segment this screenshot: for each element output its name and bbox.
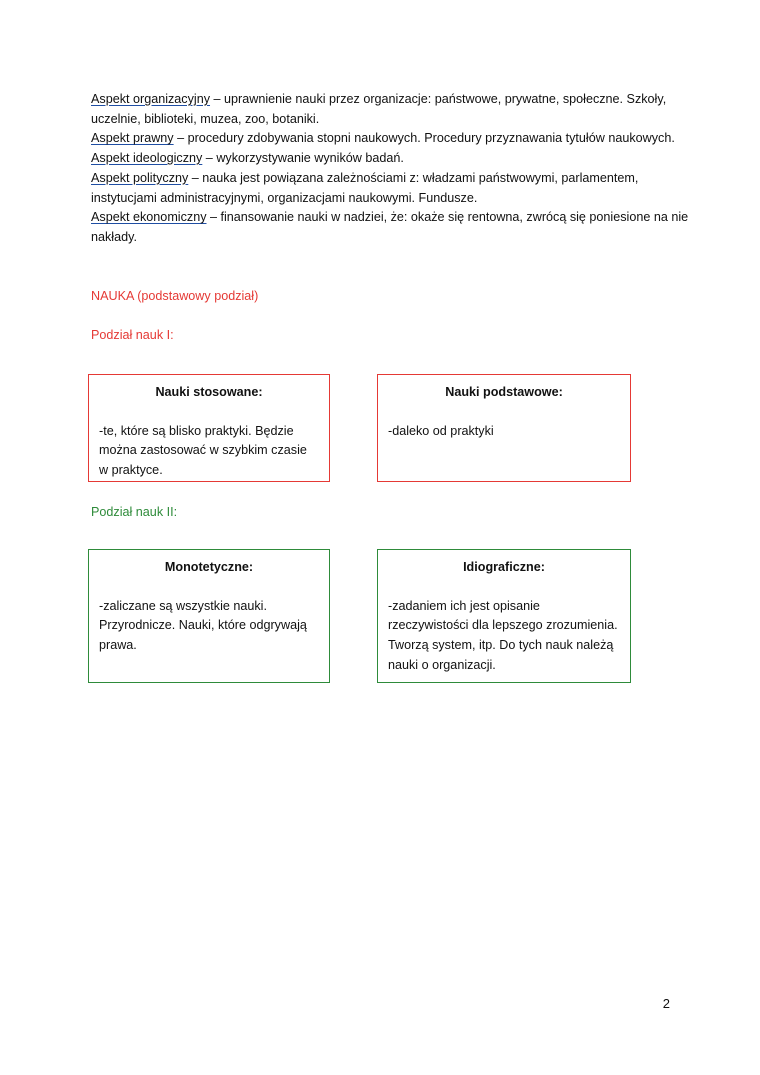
- aspect-economic: [91, 208, 691, 247]
- division-2-heading: Podział nauk II:: [91, 505, 178, 519]
- box-body: -te, które są blisko praktyki. Będzie można zastosować w szybkim czasie w praktyce.: [99, 423, 307, 478]
- aspects-list: [91, 90, 691, 248]
- box-title: Monotetyczne:: [164, 560, 254, 574]
- aspect-term: Aspekt polityczny: [91, 170, 189, 185]
- aspect-text: – finansowanie nauki w nadziei, że: okaże się rentowna, zwrócą się poniesione na nie nakłady.: [91, 210, 689, 244]
- aspect-text: – procedury zdobywania stopni naukowych. Procedury przyznawania tytułów naukowych.: [173, 131, 675, 146]
- aspect-term: Aspekt ideologiczny: [91, 151, 203, 166]
- box-body: -daleko od praktyki: [388, 423, 494, 438]
- division-1-heading: Podział nauk I:: [91, 328, 174, 342]
- aspect-term: Aspekt prawny: [91, 131, 174, 146]
- box-title: Idiograficzne:: [463, 560, 545, 574]
- box-title: Nauki podstawowe:: [445, 385, 563, 399]
- box-body: -zadaniem ich jest opisanie rzeczywistości dla lepszego zrozumienia. Tworzą system, itp. Do tych nauk należą nauki o organizacji.: [388, 598, 618, 672]
- box-title: Nauki stosowane:: [155, 385, 263, 399]
- aspect-legal: [91, 129, 691, 149]
- aspect-text: – nauka jest powiązana zależnościami z: władzami państwowymi, parlamentem, instytucjami administracyjnymi, organizacjami naukowymi. Fundusze.: [91, 170, 639, 205]
- aspect-political: [91, 169, 691, 208]
- aspect-organizational: [91, 90, 691, 129]
- box-body: -zaliczane są wszystkie nauki. Przyrodnicze. Nauki, które odgrywają prawa.: [99, 598, 307, 653]
- aspect-term: Aspekt ekonomiczny: [91, 210, 207, 225]
- box-nomothetic: [88, 549, 330, 683]
- aspect-text: – wykorzystywanie wyników badań.: [202, 151, 404, 166]
- aspect-ideological: [91, 149, 691, 169]
- box-idiographic: [377, 549, 631, 683]
- section-heading: NAUKA (podstawowy podział): [91, 289, 259, 303]
- aspect-term: Aspekt organizacyjny: [91, 92, 211, 106]
- box-applied-sciences: [88, 374, 330, 482]
- aspect-text: – uprawnienie nauki przez organizacje: państwowe, prywatne, społeczne. Szkoły, uczelnie, biblioteki, muzea, zoo, botaniki.: [91, 92, 667, 126]
- page-number: 2: [662, 996, 670, 1011]
- box-basic-sciences: [377, 374, 631, 482]
